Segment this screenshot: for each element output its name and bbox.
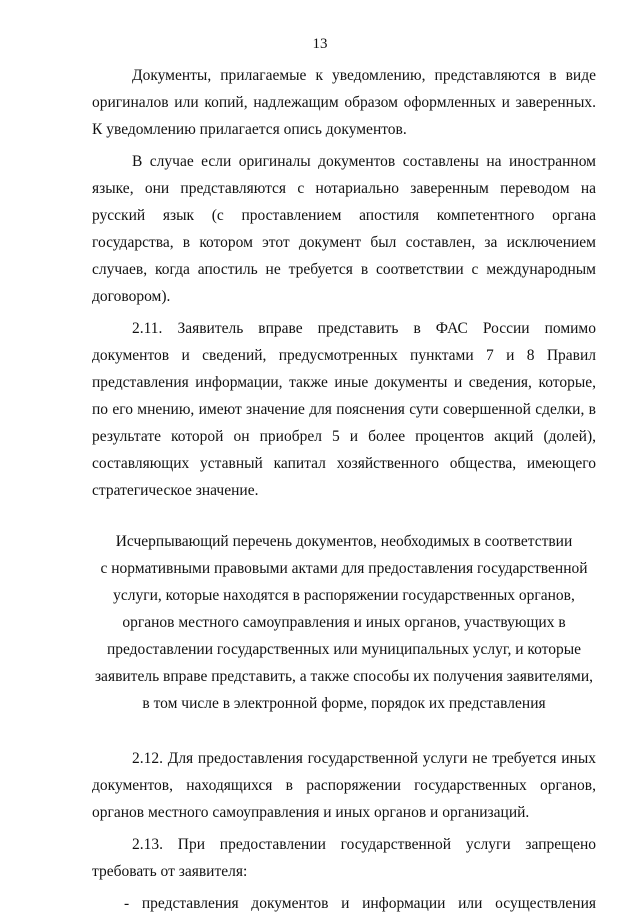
heading-line: предоставлении государственных или муниципальных услуг, и которые bbox=[106, 641, 582, 658]
section-heading bbox=[92, 528, 596, 717]
paragraph-2-11: 2.11. Заявитель вправе представить в ФАС России помимо документов и сведений, предусмотренных пунктами 7 и 8 Правил представления информации, также иные документы и сведения, которые, по его мнению, имеют значение для пояснения сути совершенной сделки, в результате которой он приобрел 5 и более процентов акций (долей), составляющих уставный капитал хозяйственного общества, имеющего стратегическое значение. bbox=[92, 320, 596, 499]
heading-line: с нормативными правовыми актами для предоставления государственной bbox=[100, 560, 588, 577]
heading-line: заявитель вправе представить, а также способы их получения заявителями, bbox=[94, 668, 594, 685]
document-body bbox=[92, 62, 596, 917]
paragraph-2-12: 2.12. Для предоставления государственной услуги не требуется иных документов, находящихся в распоряжении государственных органов, органов местного самоуправления и иных органов и организаций. bbox=[92, 750, 596, 821]
paragraph-2-13: 2.13. При предоставлении государственной услуги запрещено требовать от заявителя: bbox=[92, 836, 596, 880]
heading-line: органов местного самоуправления и иных органов, участвующих в bbox=[122, 614, 566, 631]
page-number: 13 bbox=[312, 36, 328, 52]
heading-line: Исчерпывающий перечень документов, необходимых в соответствии bbox=[115, 533, 573, 550]
paragraph-foreign-language: В случае если оригиналы документов составлены на иностранном языке, они представляются с нотариально заверенным переводом на русский язык (с проставлением апостиля компетентного органа государства, в котором этот документ был составлен, за исключением случаев, когда апостиль не требуется в соответствии с международным договором). bbox=[92, 153, 596, 305]
heading-line: услуги, которые находятся в распоряжении государственных органов, bbox=[113, 587, 575, 604]
bullet-item: - представления документов и информации или осуществления bbox=[124, 895, 596, 912]
heading-line: в том числе в электронной форме, порядок их представления bbox=[142, 695, 546, 712]
paragraph-documents-attached: Документы, прилагаемые к уведомлению, представляются в виде оригиналов или копий, надлежащим образом оформленных и заверенных. К уведомлению прилагается опись документов. bbox=[92, 67, 596, 138]
